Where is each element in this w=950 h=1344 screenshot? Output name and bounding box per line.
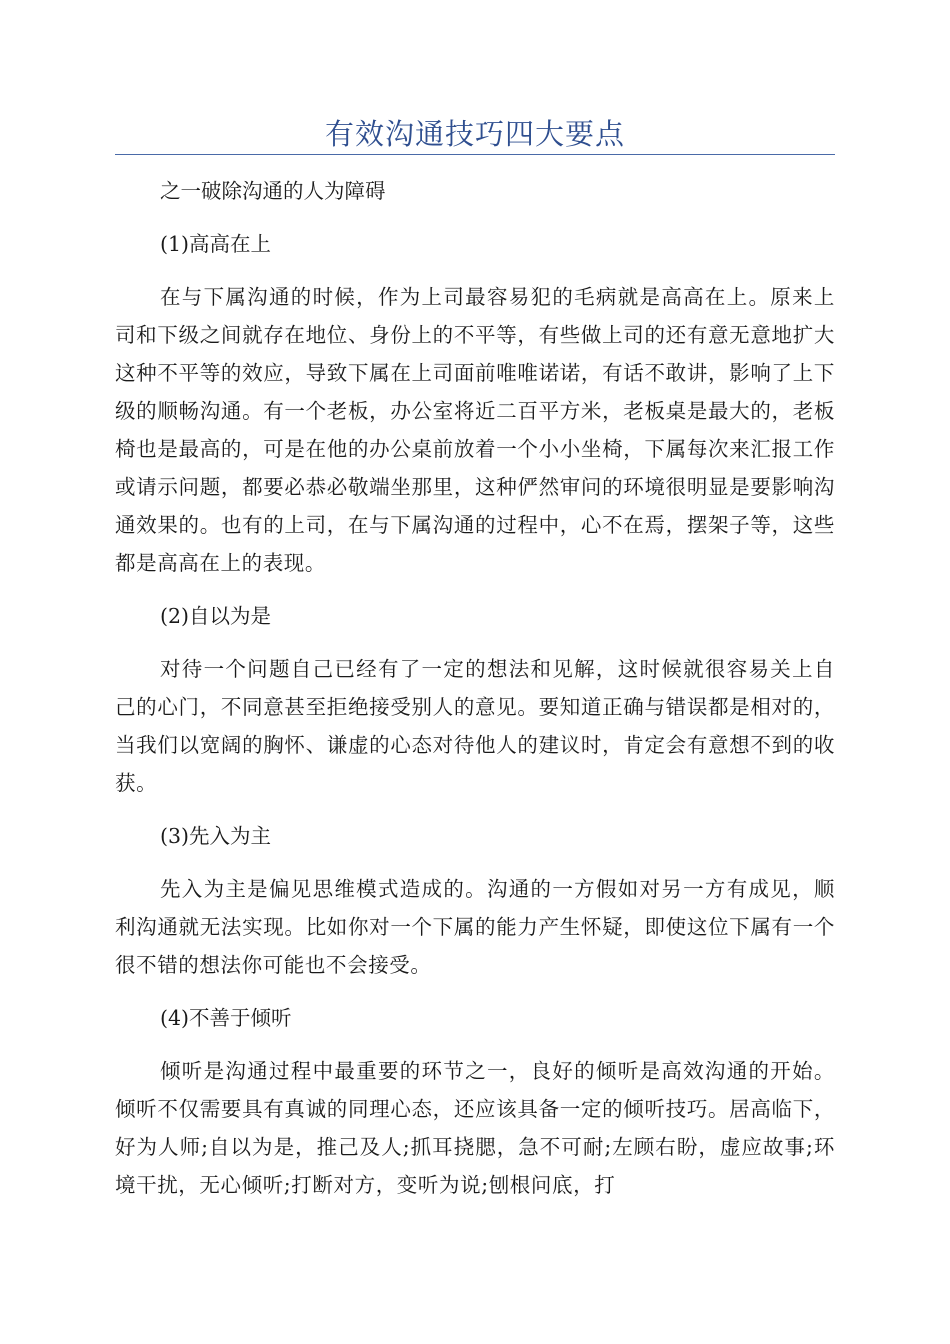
section-body-4: 倾听是沟通过程中最重要的环节之一，良好的倾听是高效沟通的开始。倾听不仅需要具有真诚的同理心态，还应该具备一定的倾听技巧。居高临下，好为人师;自以为是，推己及人;抓耳挠腮，急不可耐;左顾右盼，虚应故事;环境干扰，无心倾听;打断对方，变听为说;刨根问底，打 <box>115 1059 835 1197</box>
document-body <box>115 172 835 1204</box>
intro-heading: 之一破除沟通的人为障碍 <box>160 179 386 203</box>
section-heading-1: (1)高高在上 <box>160 232 272 256</box>
section-body-2: 对待一个问题自己已经有了一定的想法和见解，这时候就很容易关上自己的心门，不同意甚至拒绝接受别人的意见。要知道正确与错误都是相对的，当我们以宽阔的胸怀、谦虚的心态对待他人的建议时，肯定会有意想不到的收获。 <box>115 657 835 795</box>
title-underline <box>115 154 835 155</box>
section-body-3: 先入为主是偏见思维模式造成的。沟通的一方假如对另一方有成见，顺利沟通就无法实现。比如你对一个下属的能力产生怀疑，即使这位下属有一个很不错的想法你可能也不会接受。 <box>115 877 835 977</box>
section-body-1: 在与下属沟通的时候，作为上司最容易犯的毛病就是高高在上。原来上司和下级之间就存在地位、身份上的不平等，有些做上司的还有意无意地扩大这种不平等的效应，导致下属在上司面前唯唯诺诺，有话不敢讲，影响了上下级的顺畅沟通。有一个老板，办公室将近二百平方米，老板桌是最大的，老板椅也是最高的，可是在他的办公桌前放着一个小小坐椅，下属每次来汇报工作或请示问题，都要必恭必敬端坐那里，这种俨然审问的环境很明显是要影响沟通效果的。也有的上司，在与下属沟通的过程中，心不在焉，摆架子等，这些都是高高在上的表现。 <box>115 285 835 575</box>
document-title: 有效沟通技巧四大要点 <box>324 117 625 151</box>
section-heading-2: (2)自以为是 <box>160 604 272 628</box>
section-heading-3: (3)先入为主 <box>160 824 272 848</box>
section-heading-4: (4)不善于倾听 <box>160 1006 292 1030</box>
